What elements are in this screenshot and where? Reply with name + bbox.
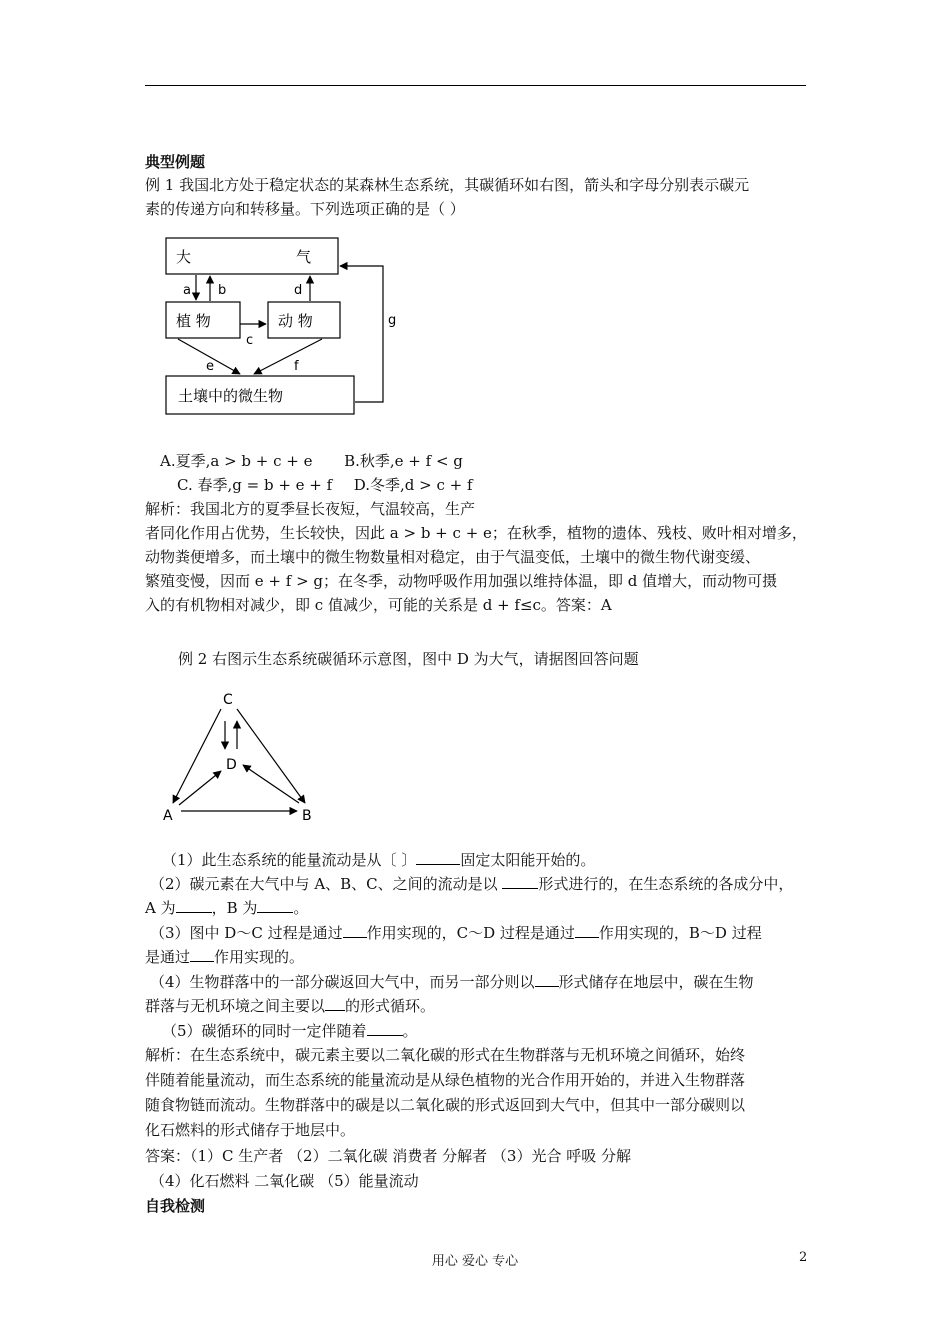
- node-b: B: [302, 808, 312, 824]
- ex2-q4-line2: 群落与无机环境之间主要以 的形式循环。: [145, 994, 435, 1017]
- arrow-c-to-b: [237, 709, 305, 803]
- ex2-answer-line2: （4）化石燃料 二氧化碳 （5）能量流动: [150, 1172, 419, 1190]
- box-atmosphere: [166, 238, 338, 274]
- ex1-options-row2: [177, 474, 473, 496]
- blank-q4-cycle[interactable]: [325, 994, 345, 1011]
- blank-q2-b[interactable]: [257, 896, 293, 913]
- section-title: 典型例题: [145, 153, 206, 171]
- ex1-options-row1: [160, 450, 463, 472]
- page-footer: 用心 爱心 专心: [431, 1254, 519, 1269]
- label-animal: 动 物: [278, 312, 313, 330]
- label-g: g: [388, 313, 397, 328]
- label-d: d: [294, 283, 303, 298]
- ex2-q5: （5）碳循环的同时一定伴随着 。: [162, 1019, 418, 1042]
- page-number: 2: [799, 1250, 808, 1265]
- arrow-a-to-d: [179, 771, 221, 805]
- ex2-analysis-line1: 解析：在生态系统中，碳元素主要以二氧化碳的形式在生物群落与无机环境之间循环，始终: [145, 1046, 746, 1064]
- label-plant: 植 物: [176, 312, 211, 330]
- node-a: A: [163, 808, 173, 824]
- arrow-c-to-a: [173, 709, 221, 803]
- blank-q1[interactable]: [416, 848, 460, 865]
- label-soil: 土壤中的微生物: [178, 387, 284, 405]
- node-d: D: [226, 757, 237, 773]
- header-rule: [145, 85, 806, 86]
- ex1-analysis-line3: 动物粪便增多，而土壤中的微生物数量相对稳定，由于气温变低，土壤中的微生物代谢变缓、: [145, 548, 761, 566]
- ex1-question-line1: 例 1 我国北方处于稳定状态的某森林生态系统，其碳循环如右图，箭头和字母分别表示碳元: [145, 176, 750, 194]
- blank-q3-dc[interactable]: [343, 921, 367, 938]
- ex2-answer-line1: 答案：（1）C 生产者 （2）二氧化碳 消费者 分解者 （3）光合 呼吸 分解: [145, 1147, 631, 1165]
- ex1-analysis-line5: 入的有机物相对减少，即 c 值减少，可能的关系是 d + f≤c。答案：A: [145, 596, 612, 614]
- ex1-analysis-line4: 繁殖变慢，因而 e + f > g；在冬季，动物呼吸作用加强以维持体温，即 d 值增大，而动物可摄: [145, 572, 778, 590]
- blank-q4-form[interactable]: [535, 970, 559, 987]
- label-atmosphere-2: 气: [296, 248, 312, 266]
- node-c: C: [223, 692, 233, 708]
- option-b: B.秋季,e + f < g: [344, 452, 463, 470]
- ex2-analysis-line4: 化石燃料的形式储存于地层中。: [145, 1121, 356, 1139]
- ex2-carbon-cycle-diagram: [155, 685, 330, 830]
- ex2-q1: （1）此生态系统的能量流动是从〔 〕 固定太阳能开始的。: [162, 848, 595, 871]
- ex1-analysis-line2: 者同化作用占优势，生长较快，因此 a > b + c + e；在秋季，植物的遗体、残枝、败叶相对增多，: [145, 524, 807, 542]
- blank-q2-form[interactable]: [502, 872, 538, 889]
- label-atmosphere: 大: [176, 248, 192, 266]
- ex2-q4-line1: （4）生物群落中的一部分碳返回大气中，而另一部分则以 形式储存在地层中，碳在生物: [150, 970, 754, 993]
- arrow-f: [254, 339, 322, 374]
- self-check-title: 自我检测: [145, 1197, 206, 1215]
- option-a: A.夏季,a > b + c + e: [160, 452, 313, 470]
- blank-q5[interactable]: [367, 1019, 403, 1036]
- ex2-analysis-line2: 伴随着能量流动，而生态系统的能量流动是从绿色植物的光合作用开始的，并进入生物群落: [145, 1071, 746, 1089]
- ex2-title: 例 2 右图示生态系统碳循环示意图，图中 D 为大气，请据图回答问题: [178, 650, 639, 668]
- blank-q3-cd[interactable]: [575, 921, 599, 938]
- blank-q3-bd[interactable]: [190, 945, 214, 962]
- label-a: a: [183, 283, 191, 298]
- label-c: c: [246, 333, 254, 348]
- ex2-q2-line1: （2）碳元素在大气中与 A、B、C、之间的流动是以 形式进行的，在生态系统的各成分中，: [150, 872, 793, 895]
- blank-q2-a[interactable]: [176, 896, 212, 913]
- label-e: e: [206, 359, 214, 374]
- ex1-question-line2: 素的传递方向和转移量。下列选项正确的是（ ）: [145, 200, 465, 218]
- ex2-q3-line1: （3）图中 D～C 过程是通过 作用实现的，C～D 过程是通过 作用实现的，B～D 过程: [150, 921, 762, 944]
- ex2-q3-line2: 是通过 作用实现的。: [145, 945, 304, 968]
- option-c: C. 春季,g = b + e + f: [177, 476, 333, 494]
- label-b: b: [218, 283, 227, 298]
- ex1-analysis-line1: 解析：我国北方的夏季昼长夜短，气温较高，生产: [145, 500, 476, 518]
- ex1-carbon-cycle-diagram: [150, 228, 410, 423]
- label-f: f: [294, 359, 299, 374]
- ex2-analysis-line3: 随食物链而流动。生物群落中的碳是以二氧化碳的形式返回到大气中，但其中一部分碳则以: [145, 1096, 746, 1114]
- option-d: D.冬季,d > c + f: [353, 476, 473, 494]
- ex2-q2-line2: A 为 ，B 为 。: [145, 896, 308, 919]
